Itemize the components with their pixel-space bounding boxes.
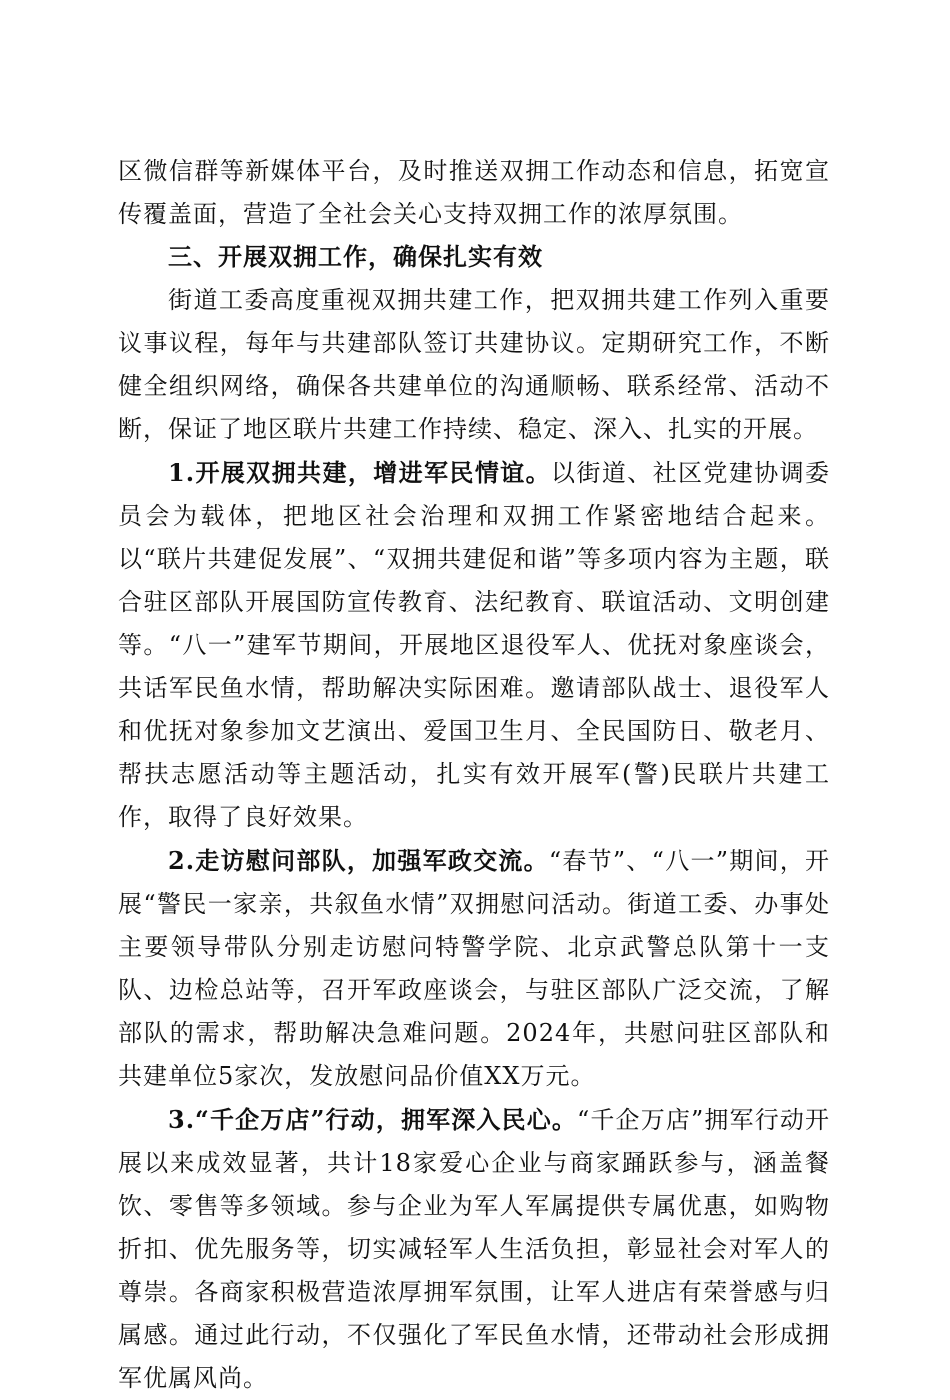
item1-lead: 1.开展双拥共建，增进军民情谊。 <box>168 458 552 487</box>
item2-paragraph <box>118 839 830 1098</box>
item1-paragraph <box>118 451 830 839</box>
continuation-paragraph: 区微信群等新媒体平台，及时推送双拥工作动态和信息，拓宽宣传覆盖面，营造了全社会关心支持双拥工作的浓厚氛围。 <box>118 157 830 228</box>
item2-lead: 2.走访慰问部队，加强军政交流。 <box>168 846 549 875</box>
item3-body: “千企万店”拥军行动开展以来成效显著，共计18家爱心企业与商家踊跃参与，涵盖餐饮、零售等多领域。参与企业为军人军属提供专属优惠，如购物折扣、优先服务等，切实减轻军人生活负担，彰显社会对军人的尊崇。各商家积极营造浓厚拥军氛围，让军人进店有荣誉感与归属感。通过此行动，不仅强化了军民鱼水情，还带动社会形成拥军优属风尚。 <box>118 1106 830 1392</box>
intro-paragraph: 街道工委高度重视双拥共建工作，把双拥共建工作列入重要议事议程，每年与共建部队签订共建协议。定期研究工作，不断健全组织网络，确保各共建单位的沟通顺畅、联系经常、活动不断，保证了地区联片共建工作持续、稳定、深入、扎实的开展。 <box>118 286 830 443</box>
document-body <box>118 150 830 1400</box>
item2-body: “春节”、“八一”期间，开展“警民一家亲，共叙鱼水情”双拥慰问活动。街道工委、办事处主要领导带队分别走访慰问特警学院、北京武警总队第十一支队、边检总站等，召开军政座谈会，与驻区部队广泛交流，了解部队的需求，帮助解决急难问题。2024年，共慰问驻区部队和共建单位5家次，发放慰问品价值XX万元。 <box>118 847 831 1090</box>
item3-paragraph <box>118 1098 830 1400</box>
section-heading: 三、开展双拥工作，确保扎实有效 <box>168 243 543 271</box>
item3-lead: 3.“千企万店”行动，拥军深入民心。 <box>168 1105 577 1134</box>
item1-body: 以街道、社区党建协调委员会为载体，把地区社会治理和双拥工作紧密地结合起来。以“联片共建促发展”、“双拥共建促和谐”等多项内容为主题，联合驻区部队开展国防宣传教育、法纪教育、联谊活动、文明创建等。“八一”建军节期间，开展地区退役军人、优抚对象座谈会，共话军民鱼水情，帮助解决实际困难。邀请部队战士、退役军人和优抚对象参加文艺演出、爱国卫生月、全民国防日、敬老月、帮扶志愿活动等主题活动，扎实有效开展军(警)民联片共建工作，取得了良好效果。 <box>118 459 831 831</box>
